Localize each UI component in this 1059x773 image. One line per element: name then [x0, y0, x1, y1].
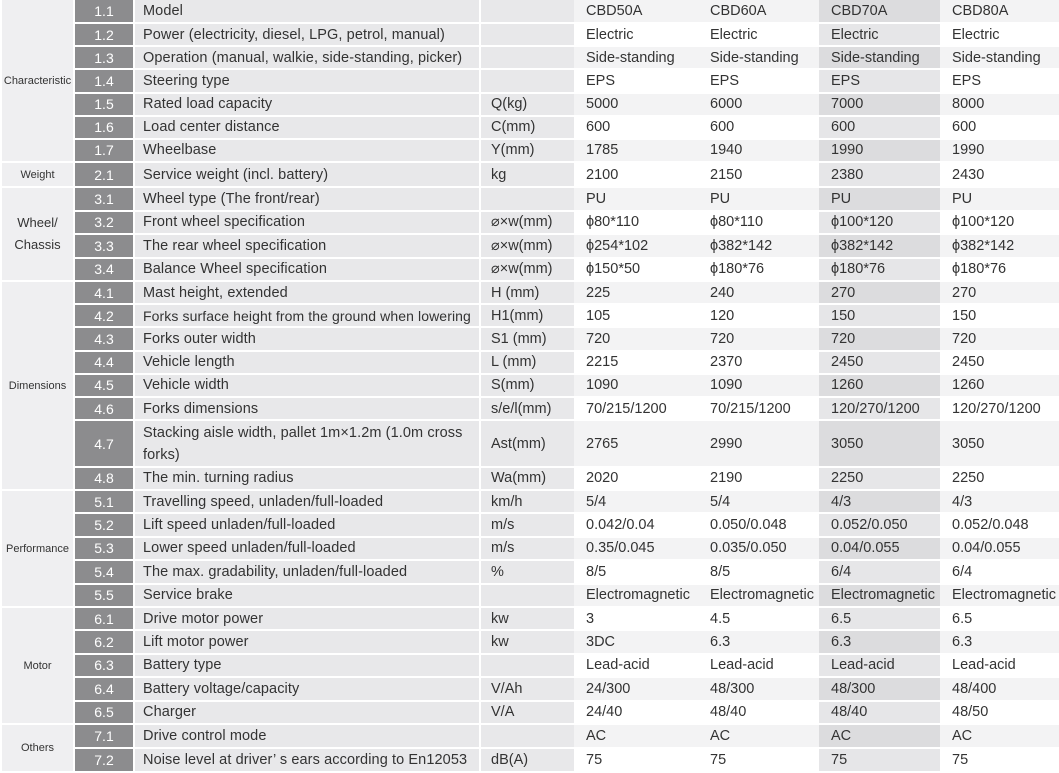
parameter-name: Steering type: [134, 69, 480, 92]
value-cbd60a: 2990: [698, 420, 819, 466]
spec-row: [2, 69, 1059, 92]
parameter-unit: Q(kg): [480, 93, 574, 116]
spec-row: [2, 23, 1059, 46]
spec-row: [2, 304, 1059, 327]
parameter-unit: ⌀×w(mm): [480, 234, 574, 258]
parameter-unit: V/Ah: [480, 677, 574, 700]
parameter-unit: m/s: [480, 513, 574, 536]
value-cbd60a: 2370: [698, 351, 819, 374]
parameter-unit: kg: [480, 162, 574, 187]
row-number: 4.3: [74, 327, 134, 350]
spec-row: [2, 724, 1059, 748]
spec-row: [2, 467, 1059, 490]
parameter-name: Forks outer width: [134, 327, 480, 350]
parameter-unit: dB(A): [480, 748, 574, 772]
value-cbd80a: AC: [940, 724, 1059, 748]
value-cbd80a: Lead-acid: [940, 654, 1059, 677]
row-number: 3.4: [74, 258, 134, 282]
value-cbd70a: 7000: [819, 93, 940, 116]
parameter-unit: s/e/l(mm): [480, 397, 574, 420]
row-number: 1.6: [74, 116, 134, 139]
value-cbd70a: ϕ382*142: [819, 234, 940, 258]
value-cbd60a: Electromagnetic: [698, 584, 819, 607]
row-number: 1.1: [74, 0, 134, 23]
value-cbd60a: 70/215/1200: [698, 397, 819, 420]
spec-row: [2, 281, 1059, 304]
row-number: 1.3: [74, 46, 134, 69]
value-cbd60a: 6.3: [698, 630, 819, 653]
value-cbd60a: ϕ80*110: [698, 211, 819, 235]
category-label: Others: [2, 724, 74, 772]
spec-row: [2, 139, 1059, 162]
value-cbd50a: 0.35/0.045: [574, 537, 698, 560]
value-cbd80a: 1260: [940, 374, 1059, 397]
parameter-unit: S(mm): [480, 374, 574, 397]
parameter-unit: H (mm): [480, 281, 574, 304]
value-cbd80a: 6.5: [940, 607, 1059, 630]
value-cbd80a: 6/4: [940, 560, 1059, 583]
parameter-name: Drive control mode: [134, 724, 480, 748]
parameter-name: The min. turning radius: [134, 467, 480, 490]
row-number: 4.6: [74, 397, 134, 420]
value-cbd50a: ϕ254*102: [574, 234, 698, 258]
value-cbd60a: PU: [698, 187, 819, 211]
value-cbd50a: 75: [574, 748, 698, 772]
value-cbd70a: 48/40: [819, 701, 940, 724]
value-cbd50a: EPS: [574, 69, 698, 92]
value-cbd50a: Electric: [574, 23, 698, 46]
row-number: 1.2: [74, 23, 134, 46]
value-cbd50a: 1090: [574, 374, 698, 397]
value-cbd60a: 720: [698, 327, 819, 350]
row-number: 4.2: [74, 304, 134, 327]
parameter-unit: Y(mm): [480, 139, 574, 162]
value-cbd70a: AC: [819, 724, 940, 748]
row-number: 3.2: [74, 211, 134, 235]
parameter-name: Front wheel specification: [134, 211, 480, 235]
parameter-name: Battery type: [134, 654, 480, 677]
value-cbd80a: 150: [940, 304, 1059, 327]
parameter-unit: H1(mm): [480, 304, 574, 327]
parameter-name: Operation (manual, walkie, side-standing, picker): [134, 46, 480, 69]
spec-row: [2, 654, 1059, 677]
parameter-name: Travelling speed, unladen/full-loaded: [134, 490, 480, 513]
spec-row: [2, 607, 1059, 630]
value-cbd80a: 48/400: [940, 677, 1059, 700]
value-cbd60a: 600: [698, 116, 819, 139]
value-cbd70a: 6.3: [819, 630, 940, 653]
value-cbd60a: 48/40: [698, 701, 819, 724]
value-cbd60a: Side-standing: [698, 46, 819, 69]
category-label: Characteristic: [2, 0, 74, 162]
row-number: 5.1: [74, 490, 134, 513]
value-cbd70a: ϕ100*120: [819, 211, 940, 235]
parameter-unit: [480, 724, 574, 748]
row-number: 4.1: [74, 281, 134, 304]
value-cbd50a: 0.042/0.04: [574, 513, 698, 536]
spec-row: [2, 187, 1059, 211]
value-cbd80a: 120/270/1200: [940, 397, 1059, 420]
value-cbd60a: 2190: [698, 467, 819, 490]
row-number: 7.2: [74, 748, 134, 772]
value-cbd70a: Electromagnetic: [819, 584, 940, 607]
value-cbd60a: ϕ382*142: [698, 234, 819, 258]
value-cbd60a: 0.050/0.048: [698, 513, 819, 536]
spec-row: [2, 490, 1059, 513]
row-number: 5.4: [74, 560, 134, 583]
spec-row: [2, 258, 1059, 282]
parameter-unit: [480, 0, 574, 23]
value-cbd50a: 600: [574, 116, 698, 139]
parameter-name: Lower speed unladen/full-loaded: [134, 537, 480, 560]
value-cbd70a: 720: [819, 327, 940, 350]
value-cbd60a: AC: [698, 724, 819, 748]
spec-row: [2, 46, 1059, 69]
value-cbd60a: 6000: [698, 93, 819, 116]
row-number: 3.3: [74, 234, 134, 258]
parameter-name: Balance Wheel specification: [134, 258, 480, 282]
value-cbd60a: 75: [698, 748, 819, 772]
value-cbd70a: 2380: [819, 162, 940, 187]
value-cbd80a: Electromagnetic: [940, 584, 1059, 607]
parameter-name: Forks dimensions: [134, 397, 480, 420]
parameter-name: Noise level at driver’ s ears according to En12053: [134, 748, 480, 772]
value-cbd70a: Electric: [819, 23, 940, 46]
value-cbd70a: 2250: [819, 467, 940, 490]
value-cbd50a: 5/4: [574, 490, 698, 513]
parameter-unit: C(mm): [480, 116, 574, 139]
value-cbd50a: 24/40: [574, 701, 698, 724]
value-cbd50a: CBD50A: [574, 0, 698, 23]
value-cbd50a: 225: [574, 281, 698, 304]
spec-row: [2, 677, 1059, 700]
parameter-unit: %: [480, 560, 574, 583]
parameter-unit: Ast(mm): [480, 420, 574, 466]
value-cbd60a: 2150: [698, 162, 819, 187]
value-cbd50a: 5000: [574, 93, 698, 116]
parameter-name: Mast height, extended: [134, 281, 480, 304]
value-cbd50a: Electromagnetic: [574, 584, 698, 607]
spec-row: [2, 630, 1059, 653]
value-cbd50a: 8/5: [574, 560, 698, 583]
spec-row: [2, 537, 1059, 560]
row-number: 5.3: [74, 537, 134, 560]
parameter-unit: km/h: [480, 490, 574, 513]
value-cbd70a: 48/300: [819, 677, 940, 700]
parameter-name: Lift speed unladen/full-loaded: [134, 513, 480, 536]
value-cbd80a: EPS: [940, 69, 1059, 92]
parameter-name: Wheel type (The front/rear): [134, 187, 480, 211]
value-cbd70a: 270: [819, 281, 940, 304]
value-cbd60a: CBD60A: [698, 0, 819, 23]
spec-row: [2, 93, 1059, 116]
value-cbd70a: 1260: [819, 374, 940, 397]
spec-row: [2, 560, 1059, 583]
row-number: 1.5: [74, 93, 134, 116]
category-label: Weight: [2, 162, 74, 187]
value-cbd50a: 2020: [574, 467, 698, 490]
value-cbd70a: Lead-acid: [819, 654, 940, 677]
parameter-name: Charger: [134, 701, 480, 724]
value-cbd80a: Electric: [940, 23, 1059, 46]
value-cbd70a: 2450: [819, 351, 940, 374]
row-number: 7.1: [74, 724, 134, 748]
category-label: Dimensions: [2, 281, 74, 490]
parameter-unit: L (mm): [480, 351, 574, 374]
parameter-name: Service weight (incl. battery): [134, 162, 480, 187]
value-cbd70a: 4/3: [819, 490, 940, 513]
row-number: 2.1: [74, 162, 134, 187]
row-number: 5.2: [74, 513, 134, 536]
parameter-name: Battery voltage/capacity: [134, 677, 480, 700]
value-cbd80a: 600: [940, 116, 1059, 139]
value-cbd80a: 0.04/0.055: [940, 537, 1059, 560]
parameter-unit: [480, 187, 574, 211]
value-cbd70a: 3050: [819, 420, 940, 466]
value-cbd50a: AC: [574, 724, 698, 748]
parameter-unit: Wa(mm): [480, 467, 574, 490]
row-number: 6.1: [74, 607, 134, 630]
row-number: 6.3: [74, 654, 134, 677]
parameter-name: Load center distance: [134, 116, 480, 139]
value-cbd70a: 120/270/1200: [819, 397, 940, 420]
parameter-unit: ⌀×w(mm): [480, 258, 574, 282]
spec-row: [2, 327, 1059, 350]
value-cbd50a: 3: [574, 607, 698, 630]
row-number: 4.7: [74, 420, 134, 466]
value-cbd60a: 1940: [698, 139, 819, 162]
value-cbd70a: 0.04/0.055: [819, 537, 940, 560]
value-cbd80a: 2430: [940, 162, 1059, 187]
value-cbd50a: 2100: [574, 162, 698, 187]
value-cbd50a: 105: [574, 304, 698, 327]
value-cbd50a: 720: [574, 327, 698, 350]
value-cbd70a: 6.5: [819, 607, 940, 630]
row-number: 4.5: [74, 374, 134, 397]
parameter-unit: [480, 69, 574, 92]
value-cbd80a: 2250: [940, 467, 1059, 490]
row-number: 4.4: [74, 351, 134, 374]
spec-row: [2, 748, 1059, 772]
value-cbd60a: EPS: [698, 69, 819, 92]
parameter-unit: ⌀×w(mm): [480, 211, 574, 235]
value-cbd70a: 6/4: [819, 560, 940, 583]
value-cbd80a: 2450: [940, 351, 1059, 374]
parameter-name: Power (electricity, diesel, LPG, petrol, manual): [134, 23, 480, 46]
value-cbd60a: ϕ180*76: [698, 258, 819, 282]
parameter-unit: m/s: [480, 537, 574, 560]
value-cbd50a: Side-standing: [574, 46, 698, 69]
spec-row: [2, 584, 1059, 607]
value-cbd70a: PU: [819, 187, 940, 211]
value-cbd50a: 2765: [574, 420, 698, 466]
row-number: 5.5: [74, 584, 134, 607]
parameter-name: Drive motor power: [134, 607, 480, 630]
spec-row: [2, 116, 1059, 139]
value-cbd60a: 1090: [698, 374, 819, 397]
parameter-unit: [480, 46, 574, 69]
parameter-unit: S1 (mm): [480, 327, 574, 350]
value-cbd80a: Side-standing: [940, 46, 1059, 69]
parameter-unit: [480, 654, 574, 677]
parameter-name: Forks surface height from the ground when lowering: [134, 304, 480, 327]
parameter-name: Stacking aisle width, pallet 1m×1.2m (1.0m cross forks): [134, 420, 480, 466]
value-cbd80a: 4/3: [940, 490, 1059, 513]
value-cbd60a: 8/5: [698, 560, 819, 583]
row-number: 3.1: [74, 187, 134, 211]
value-cbd50a: 2215: [574, 351, 698, 374]
value-cbd80a: ϕ180*76: [940, 258, 1059, 282]
value-cbd80a: ϕ100*120: [940, 211, 1059, 235]
value-cbd80a: 75: [940, 748, 1059, 772]
value-cbd70a: Side-standing: [819, 46, 940, 69]
value-cbd80a: ϕ382*142: [940, 234, 1059, 258]
value-cbd70a: 75: [819, 748, 940, 772]
parameter-name: Lift motor power: [134, 630, 480, 653]
parameter-name: Model: [134, 0, 480, 23]
parameter-name: The rear wheel specification: [134, 234, 480, 258]
parameter-name: Vehicle width: [134, 374, 480, 397]
value-cbd70a: 600: [819, 116, 940, 139]
value-cbd80a: 48/50: [940, 701, 1059, 724]
value-cbd80a: 6.3: [940, 630, 1059, 653]
row-number: 6.4: [74, 677, 134, 700]
row-number: 1.7: [74, 139, 134, 162]
value-cbd70a: CBD70A: [819, 0, 940, 23]
parameter-unit: kw: [480, 630, 574, 653]
value-cbd60a: 0.035/0.050: [698, 537, 819, 560]
parameter-name: Vehicle length: [134, 351, 480, 374]
value-cbd80a: 8000: [940, 93, 1059, 116]
value-cbd80a: CBD80A: [940, 0, 1059, 23]
value-cbd60a: 120: [698, 304, 819, 327]
value-cbd50a: PU: [574, 187, 698, 211]
value-cbd80a: 1990: [940, 139, 1059, 162]
spec-row: [2, 211, 1059, 235]
parameter-unit: kw: [480, 607, 574, 630]
spec-row: [2, 513, 1059, 536]
parameter-name: Wheelbase: [134, 139, 480, 162]
parameter-name: Rated load capacity: [134, 93, 480, 116]
value-cbd50a: Lead-acid: [574, 654, 698, 677]
value-cbd60a: Electric: [698, 23, 819, 46]
value-cbd50a: 24/300: [574, 677, 698, 700]
value-cbd80a: 0.052/0.048: [940, 513, 1059, 536]
parameter-unit: [480, 23, 574, 46]
spec-row: [2, 701, 1059, 724]
row-number: 4.8: [74, 467, 134, 490]
value-cbd60a: Lead-acid: [698, 654, 819, 677]
value-cbd70a: 0.052/0.050: [819, 513, 940, 536]
spec-row: [2, 162, 1059, 187]
value-cbd50a: ϕ150*50: [574, 258, 698, 282]
row-number: 6.2: [74, 630, 134, 653]
spec-row: [2, 374, 1059, 397]
row-number: 1.4: [74, 69, 134, 92]
row-number: 6.5: [74, 701, 134, 724]
value-cbd50a: 70/215/1200: [574, 397, 698, 420]
spec-row: [2, 351, 1059, 374]
value-cbd80a: 3050: [940, 420, 1059, 466]
value-cbd80a: 720: [940, 327, 1059, 350]
category-label: Motor: [2, 607, 74, 724]
value-cbd60a: 5/4: [698, 490, 819, 513]
value-cbd70a: ϕ180*76: [819, 258, 940, 282]
value-cbd50a: 3DC: [574, 630, 698, 653]
category-label: Wheel/ Chassis: [2, 187, 74, 281]
value-cbd60a: 48/300: [698, 677, 819, 700]
parameter-unit: V/A: [480, 701, 574, 724]
parameter-unit: [480, 584, 574, 607]
value-cbd80a: 270: [940, 281, 1059, 304]
value-cbd60a: 4.5: [698, 607, 819, 630]
value-cbd60a: 240: [698, 281, 819, 304]
value-cbd70a: 150: [819, 304, 940, 327]
value-cbd70a: 1990: [819, 139, 940, 162]
spec-row: [2, 397, 1059, 420]
value-cbd50a: ϕ80*110: [574, 211, 698, 235]
parameter-name: The max. gradability, unladen/full-loaded: [134, 560, 480, 583]
category-label: Performance: [2, 490, 74, 607]
parameter-name: Service brake: [134, 584, 480, 607]
spec-row: [2, 0, 1059, 23]
spec-row: [2, 234, 1059, 258]
value-cbd50a: 1785: [574, 139, 698, 162]
value-cbd70a: EPS: [819, 69, 940, 92]
value-cbd80a: PU: [940, 187, 1059, 211]
spec-row: [2, 420, 1059, 466]
spec-table: [2, 0, 1059, 773]
